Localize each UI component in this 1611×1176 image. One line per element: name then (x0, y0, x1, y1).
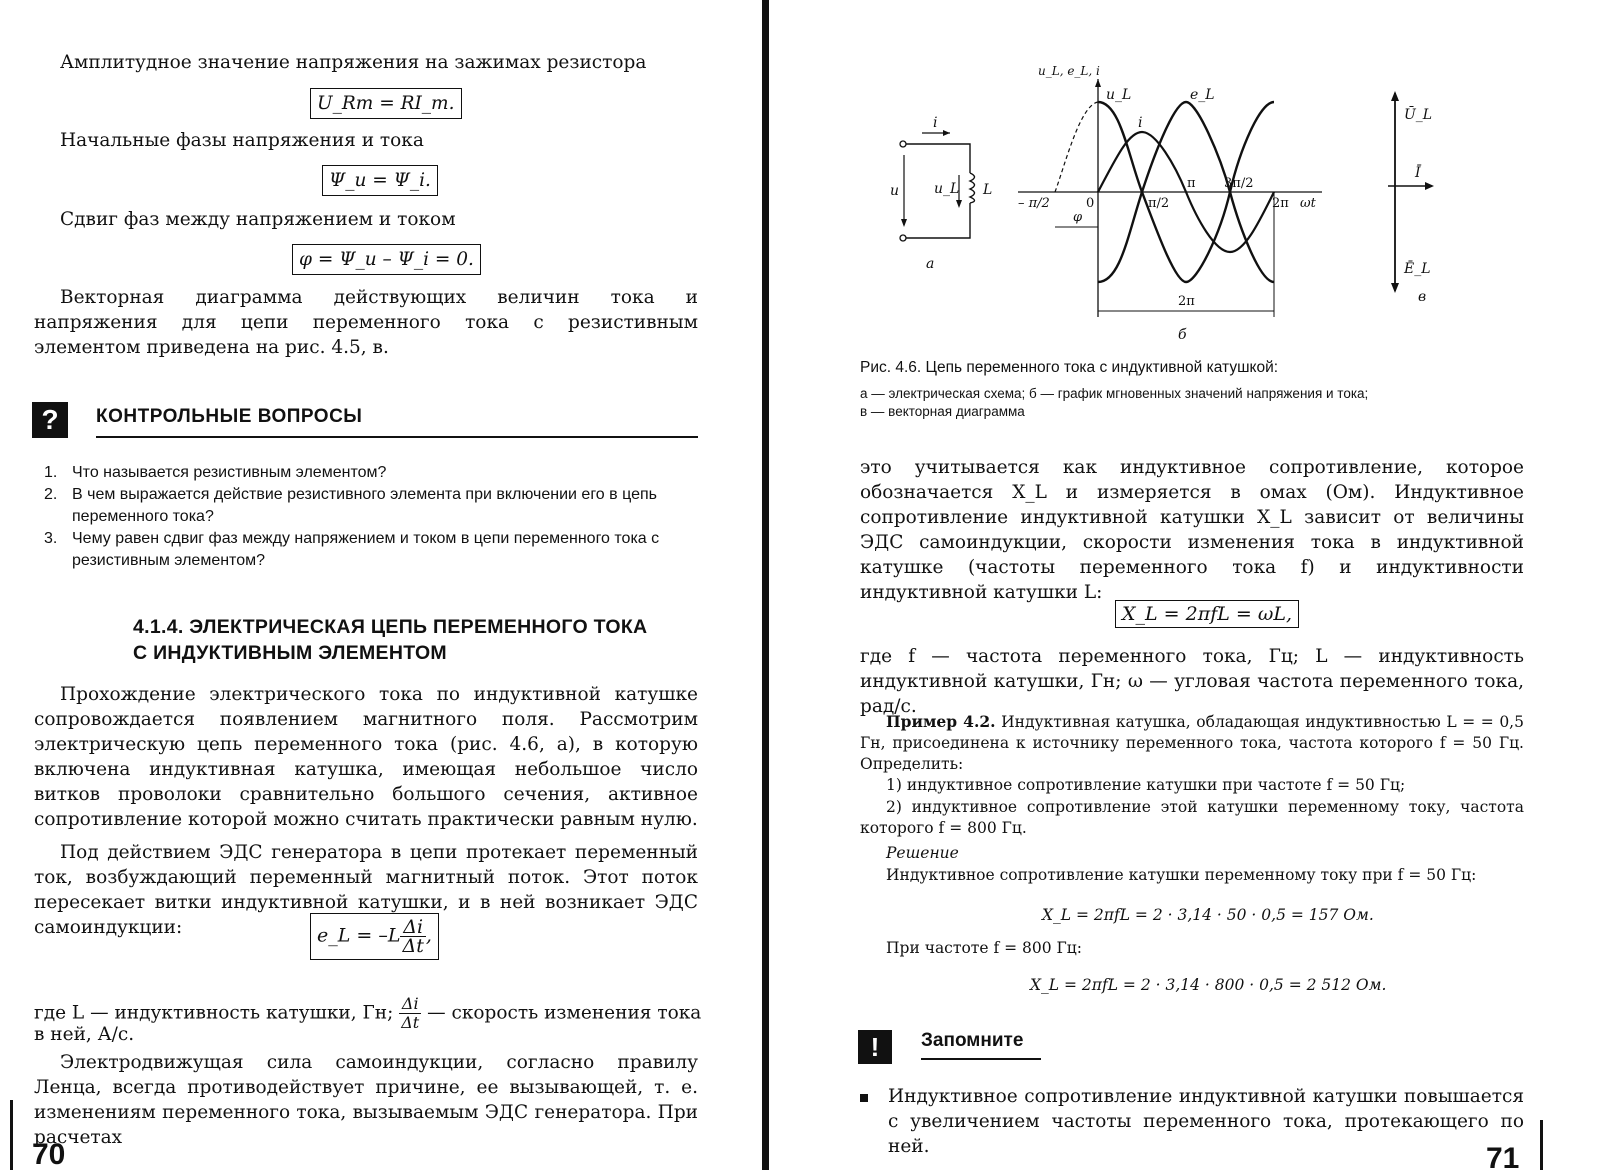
figure-caption-text: а — электрическая схема; б — график мгновенных значений напряжения и тока; в — векторная диаграмма (860, 386, 1369, 419)
tick-wt: ωt (1300, 196, 1316, 211)
label-vec-I: Ī (1415, 165, 1421, 181)
tick-three-half-pi: 3π/2 (1224, 176, 1254, 191)
label-circuit-uL: u_L (934, 181, 960, 197)
section-heading: 4.1.4. ЭЛЕКТРИЧЕСКАЯ ЦЕПЬ ПЕРЕМЕННОГО ТОКА С ИНДУКТИВНЫМ ЭЛЕМЕНТОМ (133, 616, 648, 664)
example-solution-label: Решение (886, 844, 959, 862)
question-item: 2. В чем выражается действие резистивного элемента при включении его в цепь переменного тока? (44, 486, 657, 525)
waveform-graph (1018, 64, 1322, 343)
question-item: 3. Чему равен сдвиг фаз между напряжением и током в цепи переменного тока с резистивным элементом? (44, 530, 660, 569)
label-circuit-L: L (983, 182, 993, 198)
label-b: б (1178, 327, 1187, 343)
label-curve-i: i (1138, 115, 1143, 131)
paragraph-inductance-def-end: в ней, А/с. (34, 1024, 135, 1045)
period-label: 2π (1178, 294, 1195, 309)
page-number-left: 70 (32, 1138, 66, 1171)
questions-list (44, 462, 700, 572)
circuit-diagram (890, 115, 992, 272)
bullet-icon (860, 1094, 868, 1102)
tick-pi: π (1187, 176, 1196, 191)
label-a: а (926, 256, 935, 272)
remember-bullet-text: Индуктивное сопротивление индуктивной катушки повышается с увеличением частоты переменного тока, протекающего по ней. (888, 1086, 1524, 1157)
current-arrowhead (943, 130, 950, 136)
paragraph-lenz: Электродвижущая сила самоиндукции, согласно правилу Ленца, всегда противодействует причине, ее вызывающей, т. е. изменениям переменного тока, вызываемым ЭДС генератора. При расчетах (34, 1052, 698, 1148)
example-formula-1: X_L = 2πfL = 2 · 3,14 · 50 · 0,5 = 157 Ом. (1042, 906, 1374, 924)
figure-4-6 (860, 55, 1500, 355)
example-solution-step-2: При частоте f = 800 Гц: (886, 939, 1082, 957)
curve-uL-dashed (1055, 102, 1098, 192)
figure-caption-title: Рис. 4.6. Цепь переменного тока с индуктивной катушкой: (860, 359, 1279, 376)
tick-zero: 0 (1086, 196, 1095, 211)
page-edge-mark (10, 1100, 13, 1170)
label-vec-EL: Ē_L (1404, 261, 1431, 277)
paragraph-coil: Прохождение электрического тока по индуктивной катушке сопровождается появлением магнитного поля. Рассмотрим электрическую цепь переменного тока (рис. 4.6, а), в которую включена индуктивная катушка, имеющая небольшое число витков проволоки сравнительно большого сечения, активное сопротивление которой можно считать практически равным нулю. (34, 684, 698, 830)
example-item-2: 2) индуктивное сопротивление этой катушки переменному току, частота которого f = 800 Гц. (860, 798, 1524, 837)
formula-phi: φ = Ψ_u – Ψ_i = 0. (292, 244, 481, 275)
paragraph-amplitude: Амплитудное значение напряжения на зажимах резистора (60, 52, 647, 73)
paragraph-vector-diagram: Векторная диаграмма действующих величин тока и напряжения для цепи переменного тока с резистивным элементом приведена на рис. 4.5, в. (34, 287, 698, 358)
tick-half-pi: π/2 (1148, 196, 1170, 211)
terminal-top (900, 141, 906, 147)
questions-rule (96, 436, 698, 438)
formula-el: e_L = –L $\frac{\Delta i}{\Delta t}$ , (310, 913, 439, 960)
remember-rule (921, 1058, 1041, 1060)
formula-urm: U_Rm = RI_m. (310, 88, 462, 119)
question-item: 1. Что называется резистивным элементом? (44, 464, 387, 481)
page-edge-mark (1540, 1120, 1543, 1170)
paragraph-phases: Начальные фазы напряжения и тока (60, 130, 424, 151)
label-v: в (1418, 289, 1427, 305)
remember-title: Запомните (921, 1030, 1024, 1051)
example-4-2: Пример 4.2. Индуктивная катушка, обладающая индуктивностью L = = 0,5 Гн, присоединена к источнику переменного тока, частота которого f = 50 Гц. Определить: (860, 712, 1524, 773)
label-circuit-u: u (890, 183, 900, 199)
example-solution-step-1: Индуктивное сопротивление катушки переменному току при f = 50 Гц: (886, 866, 1477, 884)
example-formula-2: X_L = 2πfL = 2 · 3,14 · 800 · 0,5 = 2 512 Ом. (1030, 976, 1387, 994)
y-axis-label: u_L, e_L, i (1038, 64, 1100, 78)
label-circuit-i: i (933, 115, 938, 131)
question-icon: ? (32, 402, 68, 438)
paragraph-inductance-def: где L — индуктивность катушки, Гн; $\frac{\Delta i}{\Delta t}$ — скорость изменения тока (34, 994, 702, 1032)
tick-two-pi: 2π (1272, 196, 1289, 211)
tick-neg-half-pi: – π/2 (1018, 196, 1050, 211)
page-number-right: 71 (1486, 1142, 1520, 1175)
exclamation-icon: ! (858, 1030, 892, 1064)
paragraph-xl: это учитывается как индуктивное сопротивление, которое обозначается X_L и измеряется в омах (Ом). Индуктивное сопротивление индуктивной катушки X_L зависит от величины ЭДС самоиндукции, скорости изменения тока в индуктивной катушке (частоты переменного тока f) и индуктивности индуктивной катушки L: (860, 457, 1524, 603)
vector-EL-arrowhead (1391, 283, 1399, 293)
questions-title: КОНТРОЛЬНЫЕ ВОПРОСЫ (96, 406, 363, 427)
book-spine (762, 0, 769, 1170)
formula-xl: X_L = 2πfL = ωL, (1115, 600, 1299, 628)
paragraph-phase-shift: Сдвиг фаз между напряжением и током (60, 209, 456, 230)
tick-phi: φ (1073, 210, 1083, 225)
example-title: Пример 4.2. (886, 712, 996, 731)
paragraph-emf: Под действием ЭДС генератора в цепи протекает переменный ток, возбуждающий переменный магнитный поток. Этот поток пересекает витки индуктивной катушки, и в ней возникает ЭДС самоиндукции: (34, 842, 698, 938)
label-curve-uL: u_L (1106, 87, 1132, 103)
vector-UL-arrowhead (1391, 91, 1399, 101)
formula-psi: Ψ_u = Ψ_i. (322, 165, 438, 196)
vector-diagram (1388, 91, 1434, 305)
example-item-1: 1) индуктивное сопротивление катушки при частоте f = 50 Гц; (886, 776, 1406, 794)
terminal-bottom (900, 235, 906, 241)
label-curve-eL: e_L (1190, 87, 1215, 103)
paragraph-where: где f — частота переменного тока, Гц; L — индуктивность индуктивной катушки, Гн; ω — угловая частота переменного тока, рад/с. (860, 646, 1524, 717)
coil-symbol (970, 173, 975, 203)
label-vec-UL: Ū_L (1404, 107, 1433, 123)
